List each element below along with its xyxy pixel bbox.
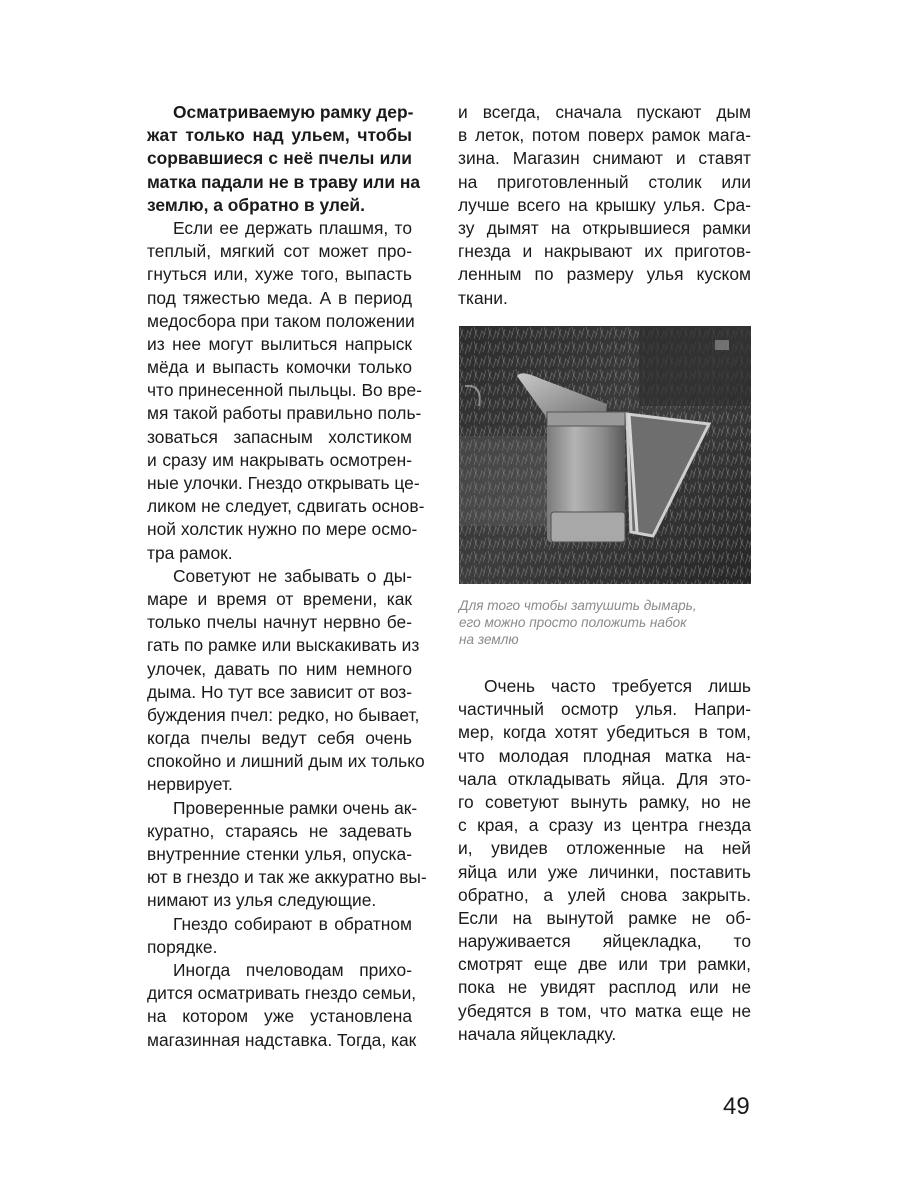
text-line: начала яйцекладку. (458, 1023, 617, 1044)
text-line: под тяжестью меда. А в период (147, 287, 412, 308)
paragraph-1 (147, 217, 425, 565)
text-line: только пчелы начнут нервно бе- (147, 612, 412, 633)
text-line: тра рамок. (147, 542, 233, 563)
text-line: маре и время от времени, как (147, 588, 412, 609)
text-line: что молодая плодная матка на- (458, 745, 751, 766)
text-line: ткани. (458, 287, 508, 308)
text-line: порядке. (147, 936, 218, 957)
figure-caption (459, 598, 759, 648)
caption-line: его можно просто положить набок (459, 614, 687, 630)
text-line: и, увидев отложенные на ней (458, 838, 751, 859)
text-line: в леток, потом поверх рамок мага- (458, 125, 751, 146)
text-line: ют в гнездо и так же аккуратно вы- (147, 867, 427, 888)
text-line: медосбора при таком положении (147, 310, 415, 331)
bee-smoker-photo (459, 326, 751, 584)
text-line: Осматриваемую рамку дер- (173, 102, 414, 122)
text-line: гнуться или, хуже того, выпасть (147, 264, 412, 285)
text-line: когда пчелы ведут себя очень (147, 728, 412, 749)
text-line: улочек, давать по ним немного (147, 658, 412, 679)
text-line: ные улочки. Гнездо открывать це- (147, 473, 420, 493)
text-line: на котором уже установлена (147, 1006, 412, 1027)
text-line: Если на вынутой рамке не об- (458, 907, 751, 928)
text-line: с края, а сразу из центра гнезда (458, 815, 751, 836)
text-line: теплый, мягкий сот может про- (147, 241, 412, 262)
text-line: буждения пчел: редко, но бывает, (147, 704, 420, 725)
text-line: мер, когда хотят убедиться в том, (458, 722, 751, 743)
paragraph-continued (458, 101, 751, 310)
text-line: и всегда, сначала пускают дым (458, 102, 751, 122)
text-line: ной холстик нужно по мере осмо- (147, 519, 418, 540)
text-line: мёда и выпасть комочки только (147, 357, 412, 378)
text-line: Советуют не забывать о ды- (173, 565, 412, 586)
text-line: жат только над ульем, чтобы (147, 125, 412, 146)
paragraph-3 (147, 797, 427, 913)
text-line: ленным по размеру улья куском (458, 264, 751, 285)
paragraph-4 (147, 913, 412, 959)
text-line: матка падали не в траву или на (147, 171, 421, 192)
left-column (147, 101, 427, 1052)
text-line: смотрят еще две или три рамки, (458, 954, 751, 975)
text-line: магазинная надставка. Тогда, как (147, 1029, 417, 1050)
text-line: что принесенной пыльцы. Во вре- (147, 380, 422, 401)
text-line: чала откладывать яйца. Для это- (458, 768, 751, 789)
text-line: Если ее держать плашмя, то (173, 217, 412, 238)
text-line: куратно, стараясь не задевать (147, 820, 412, 841)
text-line: землю, а обратно в улей. (147, 194, 365, 215)
text-line: наруживается яйцекладка, то (458, 931, 751, 952)
text-line: ликом не следует, сдвигать основ- (147, 496, 425, 517)
text-line: мя такой работы правильно поль- (147, 403, 422, 424)
text-line: Проверенные рамки очень ак- (173, 797, 418, 818)
text-line: зоваться запасным холстиком (147, 426, 412, 447)
text-line: яйца или уже личинки, поставить (458, 861, 751, 882)
text-line: зина. Магазин снимают и ставят (458, 148, 751, 169)
text-line: гнезда и накрывают их приготов- (458, 241, 751, 262)
text-line: внутренние стенки улья, опуска- (147, 844, 412, 864)
right-column-bottom (458, 675, 751, 1046)
text-line: дыма. Но тут все зависит от воз- (147, 681, 413, 702)
text-line: зу дымят на открывшиеся рамки (458, 217, 751, 238)
paragraph-5 (147, 959, 417, 1052)
text-line: частичный осмотр улья. Напри- (458, 699, 751, 720)
text-line: нимают из улья следующие. (147, 890, 377, 911)
text-line: сорвавшиеся с неё пчелы или (147, 148, 412, 169)
text-line: го советуют вынуть рамку, но не (458, 791, 751, 812)
text-line: из нее могут вылиться напрыск (147, 333, 412, 354)
right-column-top (458, 101, 751, 310)
paragraph-2 (147, 565, 425, 797)
text-line: Очень часто требуется лишь (484, 676, 751, 696)
page-number: 49 (723, 1093, 750, 1120)
text-line: спокойно и лишний дым их только (147, 751, 425, 772)
paragraph-after (458, 675, 751, 1046)
text-line: и сразу им накрывать осмотрен- (147, 449, 412, 470)
text-line: лучше всего на крышку улья. Сра- (458, 194, 751, 215)
text-line: обратно, а улей снова закрыть. (458, 884, 751, 905)
text-line: на приготовленный столик или (458, 171, 751, 192)
caption-line: на землю (459, 631, 519, 647)
text-line: нервирует. (147, 774, 233, 795)
bold-paragraph (147, 101, 421, 217)
caption-line: Для того чтобы затушить дымарь, (459, 598, 697, 613)
text-line: дится осматривать гнездо семьи, (147, 983, 417, 1004)
text-line: гать по рамке или выскакивать из (147, 635, 420, 656)
text-line: убедятся в том, что матка еще не (458, 1000, 751, 1021)
text-line: Гнездо собирают в обратном (173, 913, 412, 934)
text-line: пока не увидят расплод или не (458, 977, 751, 998)
text-line: Иногда пчеловодам прихо- (173, 959, 412, 980)
